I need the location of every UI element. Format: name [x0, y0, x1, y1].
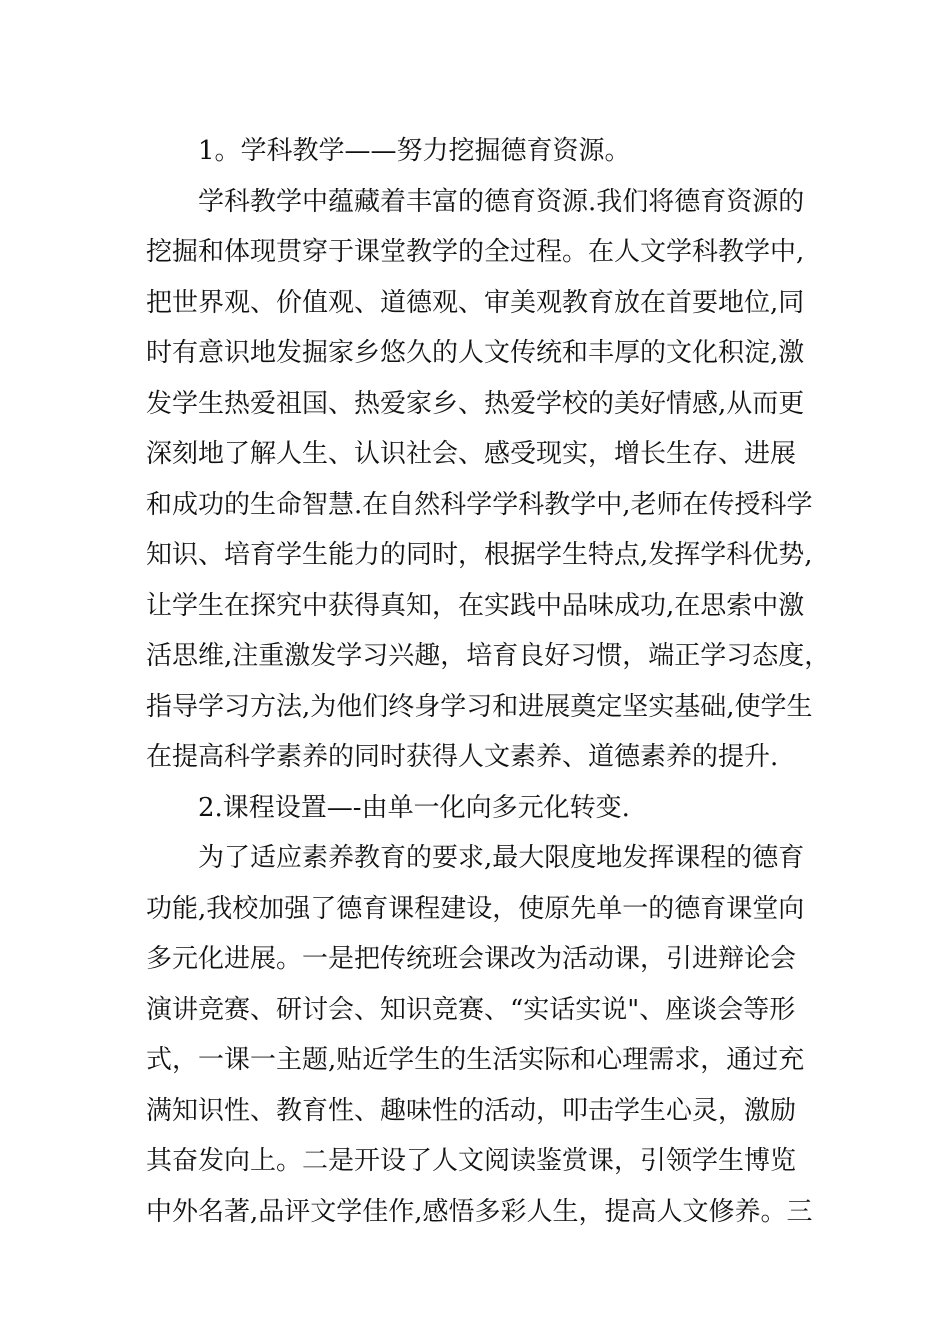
paragraph-line: 为了适应素养教育的要求,最大限度地发挥课程的德育 — [198, 843, 805, 873]
section-heading-1: 1。学科教学——努力挖掘德育资源。 — [198, 136, 631, 166]
paragraph-line: 让学生在探究中获得真知，在实践中品味成功,在思索中激 — [146, 590, 805, 621]
paragraph-line: 在提高科学素养的同时获得人文素养、道德素养的提升. — [146, 742, 779, 772]
document-body — [146, 126, 831, 1237]
paragraph-line: 功能,我校加强了德育课程建设，使原先单一的德育课堂向 — [146, 893, 805, 924]
paragraph-line: 和成功的生命智慧.在自然科学学科教学中,老师在传授科学 — [146, 489, 813, 520]
paragraph-line: 演讲竞赛、研讨会、知识竞赛、“实话实说"、座谈会等形 — [146, 994, 796, 1025]
paragraph-line: 满知识性、教育性、趣味性的活动，叩击学生心灵，激励 — [146, 1095, 797, 1126]
paragraph-line: 深刻地了解人生、认识社会、感受现实，增长生存、进展 — [146, 439, 797, 469]
paragraph-line: 多元化进展。一是把传统班会课改为活动课，引进辩论会 — [146, 944, 797, 974]
paragraph-line: 活思维,注重激发学习兴趣，培育良好习惯，端正学习态度， — [146, 641, 831, 671]
paragraph-line: 发学生热爱祖国、热爱家乡、热爱学校的美好情感,从而更 — [146, 388, 805, 419]
paragraph-line: 中外名著,品评文学佳作,感悟多彩人生，提高人文修养。三 — [146, 1196, 813, 1227]
paragraph-line: 式，一课一主题,贴近学生的生活实际和心理需求，通过充 — [146, 1045, 805, 1075]
paragraph-line: 时有意识地发掘家乡悠久的人文传统和丰厚的文化积淀,激 — [146, 338, 805, 368]
paragraph-line: 知识、培育学生能力的同时，根据学生特点,发挥学科优势, — [146, 540, 813, 570]
paragraph-line: 学科教学中蕴藏着丰富的德育资源.我们将德育资源的 — [198, 186, 805, 217]
paragraph-line: 挖掘和体现贯穿于课堂教学的全过程。在人文学科教学中, — [146, 237, 805, 267]
paragraph-line: 指导学习方法,为他们终身学习和进展奠定坚实基础,使学生 — [146, 691, 813, 722]
paragraph-line: 其奋发向上。二是开设了人文阅读鉴赏课，引领学生博览 — [146, 1146, 797, 1176]
paragraph-line: 把世界观、价值观、道德观、审美观教育放在首要地位,同 — [146, 287, 805, 318]
section-heading-2: 2.课程设置—-由单一化向多元化转变. — [198, 792, 630, 823]
